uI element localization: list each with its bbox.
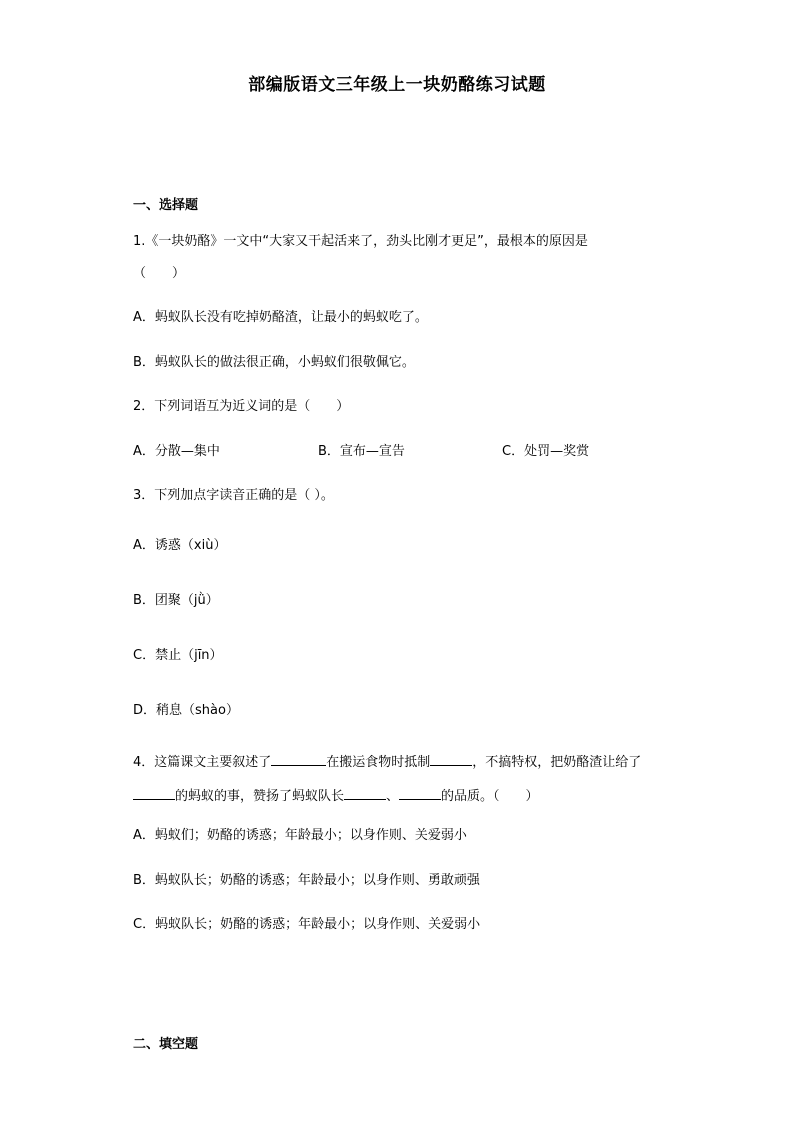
question-4-text-part: 4．这篇课文主要叙述了 xyxy=(133,755,272,770)
answer-blank[interactable] xyxy=(344,786,386,800)
question-4-stem-line-1 xyxy=(133,752,641,772)
answer-blank[interactable] xyxy=(133,786,175,800)
answer-blank[interactable] xyxy=(271,752,326,766)
question-3-stem: 3．下列加点字读音正确的是（ ）。 xyxy=(133,488,334,503)
question-4-text-part: 在搬运食物时抵制 xyxy=(326,755,431,770)
question-3-option-a: A．诱惑（xiù） xyxy=(133,538,227,553)
answer-blank[interactable] xyxy=(399,786,441,800)
question-4-text-part: 的蚂蚁的事，赞扬了蚂蚁队长 xyxy=(175,789,345,804)
section-heading-fill: 二、填空题 xyxy=(133,1037,199,1052)
question-4-option-a: A．蚂蚁们；奶酪的诱惑；年龄最小；以身作则、关爱弱小 xyxy=(133,828,467,843)
question-4-text-part: 的品质。（ ） xyxy=(441,789,539,804)
question-2-stem: 2．下列词语互为近义词的是（ ） xyxy=(133,399,350,414)
question-3-option-d: D．稍息（shào） xyxy=(133,703,239,718)
question-3-option-b: B．团聚（jǜ） xyxy=(133,593,219,608)
question-2-option-c: C．处罚—奖赏 xyxy=(502,444,590,459)
section-heading-choice: 一、选择题 xyxy=(133,198,199,213)
question-4-option-b: B．蚂蚁队长；奶酪的诱惑；年龄最小；以身作则、勇敢顽强 xyxy=(133,873,480,888)
question-1-answer-paren: （ ） xyxy=(133,266,186,281)
question-4-text-part: 、 xyxy=(386,789,400,804)
question-1-stem: 1.《一块奶酪》一文中“大家又干起活来了，劲头比刚才更足”，最根本的原因是 xyxy=(133,234,588,249)
question-2-option-a: A．分散—集中 xyxy=(133,444,220,459)
answer-blank[interactable] xyxy=(430,752,472,766)
question-4-option-c: C．蚂蚁队长；奶酪的诱惑；年龄最小；以身作则、关爱弱小 xyxy=(133,917,481,932)
question-3-option-c: C．禁止（jīn） xyxy=(133,648,223,663)
question-4-stem-line-2 xyxy=(133,786,539,806)
question-4-text-part: ，不搞特权，把奶酪渣让给了 xyxy=(472,755,642,770)
question-2-option-b: B．宣布—宣告 xyxy=(318,444,405,459)
question-1-option-a: A．蚂蚁队长没有吃掉奶酪渣，让最小的蚂蚁吃了。 xyxy=(133,310,428,325)
document-title: 部编版语文三年级上一块奶酪练习试题 xyxy=(248,75,546,95)
question-1-option-b: B．蚂蚁队长的做法很正确，小蚂蚁们很敬佩它。 xyxy=(133,355,415,370)
